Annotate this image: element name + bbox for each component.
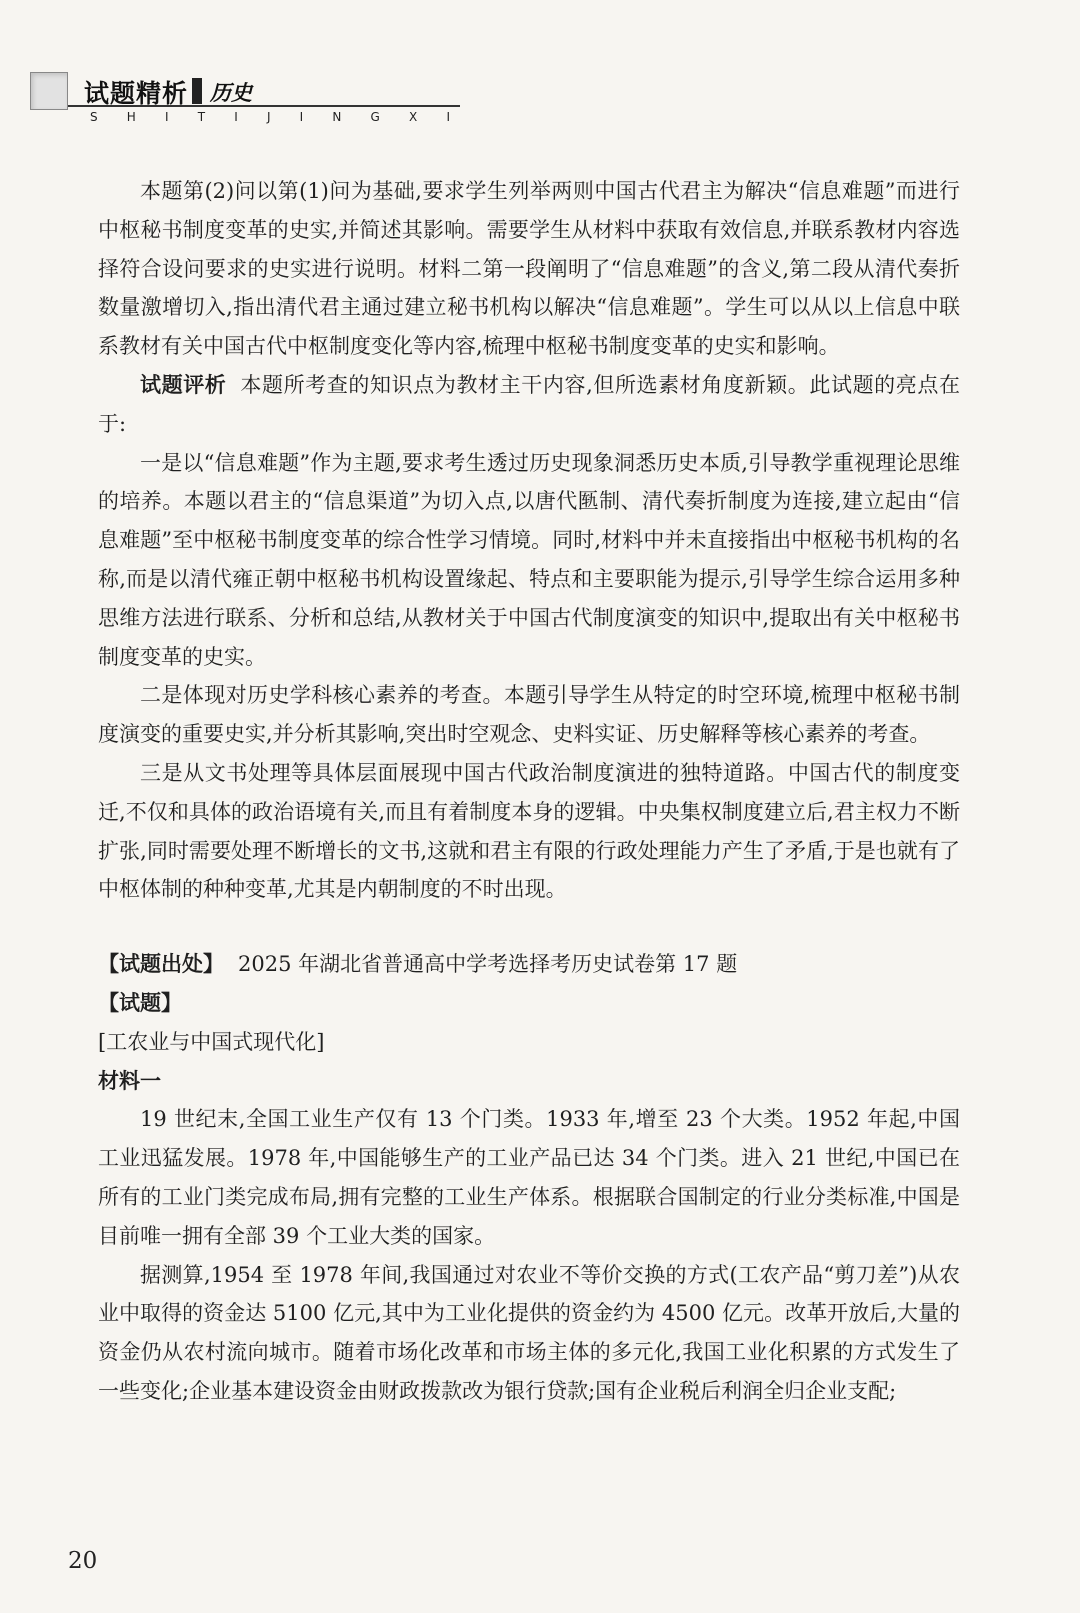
pinyin-letter: I (165, 110, 169, 124)
header-rule (68, 105, 460, 107)
pinyin-letter: T (197, 110, 206, 124)
pinyin-letter: I (234, 110, 238, 124)
section-gap (98, 909, 960, 945)
page-header (0, 0, 1080, 160)
pinyin-letter: X (409, 110, 418, 124)
body-paragraph: 一是以“信息难题”作为主题,要求考生透过历史现象洞悉历史本质,引导教学重视理论思维的培养。本题以君主的“信息渠道”为切入点,以唐代匦制、清代奏折制度为连接,建立起由“信息难题”至中枢秘书制度变革的综合性学习情境。同时,材料中并未直接指出中枢秘书机构的名称,而是以清代雍正朝中枢秘书机构设置缘起、特点和主要职能为提示,引导学生综合运用多种思维方法进行联系、分析和总结,从教材关于中国古代制度演变的知识中,提取出有关中枢秘书制度变革的史实。 (98, 450, 960, 669)
page-number: 20 (68, 1548, 98, 1574)
pinyin-letter: H (126, 110, 136, 124)
body-paragraph: 三是从文书处理等具体层面展现中国古代政治制度演进的独特道路。中国古代的制度变迁,不仅和具体的政治语境有关,而且有着制度本身的逻辑。中央集权制度建立后,君主权力不断扩张,同时需要处理不断增长的文书,这就和君主有限的行政处理能力产生了矛盾,于是也就有了中枢体制的种种变革,尤其是内朝制度的不时出现。 (98, 760, 960, 902)
body-paragraph: 二是体现对历史学科核心素养的考查。本题引导学生从特定的时空环境,梳理中枢秘书制度演变的重要史实,并分析其影响,突出时空观念、史料实证、历史解释等核心素养的考查。 (98, 683, 960, 747)
subject-label: 历史 (210, 81, 252, 105)
question-label: 【试题】 (98, 989, 182, 1015)
header-divider-bar (192, 78, 202, 104)
pinyin-letter: J (266, 110, 271, 124)
pinyin-letter: I (299, 110, 304, 124)
material-paragraph: 据测算,1954 至 1978 年间,我国通过对农业不等价交换的方式(工农产品“剪刀差”)从农业中取得的资金达 5100 亿元,其中为工业化提供的资金约为 4500 亿元。改革开放后,大量的资金仍从农村流向城市。随着市场化改革和市场主体的多元化,我国工业化积累的方式发生了一些变化;企业基本建设资金由财政拨款改为银行贷款;国有企业税后利润全归企业支配; (98, 1262, 960, 1403)
topic-title: [工农业与中国式现代化] (98, 1029, 325, 1054)
source-label: 【试题出处】 (98, 951, 224, 977)
source-line (98, 945, 960, 984)
pinyin-letter: N (332, 110, 342, 124)
pinyin-letter: I (446, 110, 450, 124)
pinyin-letter: S (90, 110, 98, 124)
page-body (98, 172, 960, 1411)
header-decoration-box (30, 72, 68, 110)
book-title: 试题精析 (84, 79, 189, 108)
pinyin-letter: G (370, 110, 380, 124)
body-paragraph: 本题第(2)问以第(1)问为基础,要求学生列举两则中国古代君主为解决“信息难题”而进行中枢秘书制度变革的史实,并简述其影响。需要学生从材料中获取有效信息,并联系教材内容选择符合设问要求的史实进行说明。材料二第一段阐明了“信息难题”的含义,第二段从清代奏折数量激增切入,指出清代君主通过建立秘书机构以解决“信息难题”。学生可以从以上信息中联系教材有关中国古代中枢制度变化等内容,梳理中枢秘书制度变革的史实和影响。 (98, 179, 960, 359)
source-text: 2025 年湖北省普通高中学考选择考历史试卷第 17 题 (238, 952, 738, 977)
material-paragraph: 19 世纪末,全国工业生产仅有 13 个门类。1933 年,增至 23 个大类。1952 年起,中国工业迅猛发展。1978 年,中国能够生产的工业产品已达 34 个门类。进入 21 世纪,中国已在所有的工业门类完成布局,拥有完整的工业生产体系。根据联合国制定的行业分类标准,中国是目前唯一拥有全部 39 个工业大类的国家。 (98, 1107, 960, 1248)
material-label: 材料一 (98, 1067, 161, 1093)
evaluation-text: 本题所考查的知识点为教材主干内容,但所选素材角度新颖。此试题的亮点在于: (98, 372, 960, 436)
evaluation-paragraph (98, 366, 960, 444)
evaluation-label: 试题评析 (140, 371, 227, 397)
header-pinyin (90, 110, 450, 124)
